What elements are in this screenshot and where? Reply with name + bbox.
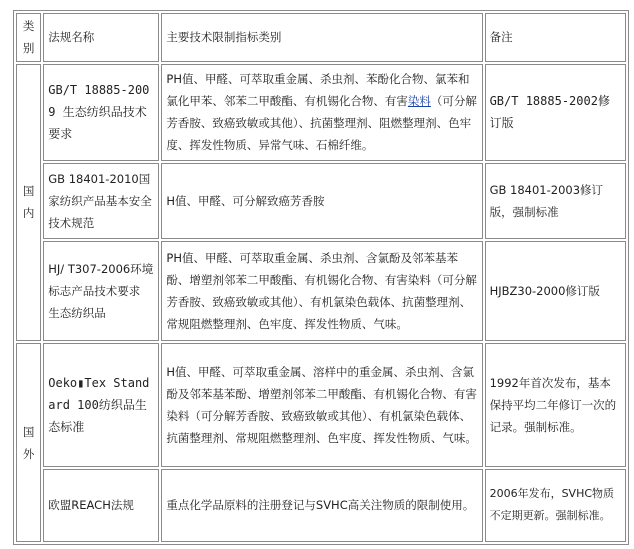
regulation-remarks: 2006年发布，SVHC物质不定期更新。强制标准。: [485, 469, 626, 542]
indicators-text: PH值、甲醛、可萃取重金属、杀虫剂、苯酚化合物、氯苯和氯化甲苯、邻苯二甲酸酯、有机锡化合物、有害: [166, 72, 470, 109]
header-category: 类别: [16, 13, 41, 62]
table-row: [16, 241, 626, 341]
regulation-name: Oeko▮Tex Standard 100纺织品生态标准: [43, 343, 159, 467]
indicators-text-continued: （可分解芳香胺、致癌致敏或其他）、抗菌整理剂、阻燃整理剂、色牢度、挥发性物质、异常气味、石棉纤维。: [166, 94, 477, 153]
table-row: [16, 64, 626, 161]
regulation-indicators: PH值、甲醛、可萃取重金属、杀虫剂、含氯酚及邻苯基苯酚、增塑剂邻苯二甲酸酯、有机锡化合物、有害染料（可分解芳香胺、致癌致敏或其他）、有机氯染色载体、抗菌整理剂、常规阻燃整理剂、色牢度、挥发性物质、气味。: [161, 241, 482, 341]
table-row: [16, 163, 626, 239]
table-row: [16, 343, 626, 467]
regulation-name: HJ/ T307-2006环境标志产品技术要求 生态纺织品: [43, 241, 159, 341]
regulation-name: GB/T 18885-2009 生态纺织品技术要求: [43, 64, 159, 161]
table-row: [16, 469, 626, 542]
header-remarks: 备注: [485, 13, 626, 62]
regulation-remarks: 1992年首次发布，基本保持平均二年修订一次的记录。强制标准。: [485, 343, 626, 467]
regulation-name: 欧盟REACH法规: [43, 469, 159, 542]
regulation-remarks: GB 18401-2003修订版，强制标准: [485, 163, 626, 239]
regulation-remarks: HJBZ30-2000修订版: [485, 241, 626, 341]
regulation-indicators: 重点化学品原料的注册登记与SVHC高关注物质的限制使用。: [161, 469, 482, 542]
header-row: [16, 13, 626, 62]
regulation-indicators: H值、甲醛、可萃取重金属、溶样中的重金属、杀虫剂、含氯酚及邻苯基苯酚、增塑剂邻苯二甲酸酯、有机锡化合物、有害染料（可分解芳香胺、致癌致敏或其他）、有机氯染色载体、抗菌整理剂、常规阻燃整理剂、色牢度、挥发性物质、气味。: [161, 343, 482, 467]
regulation-indicators: [161, 64, 482, 161]
regulation-indicators: H值、甲醛、可分解致癌芳香胺: [161, 163, 482, 239]
group-foreign: 国外: [16, 343, 41, 542]
regulation-table: [13, 10, 629, 545]
regulation-name: GB 18401-2010国家纺织产品基本安全技术规范: [43, 163, 159, 239]
group-domestic: 国内: [16, 64, 41, 342]
header-name: 法规名称: [43, 13, 159, 62]
header-indicators: 主要技术限制指标类别: [161, 13, 482, 62]
regulation-remarks: GB/T 18885-2002修订版: [485, 64, 626, 161]
dye-link[interactable]: 染料: [407, 94, 431, 109]
